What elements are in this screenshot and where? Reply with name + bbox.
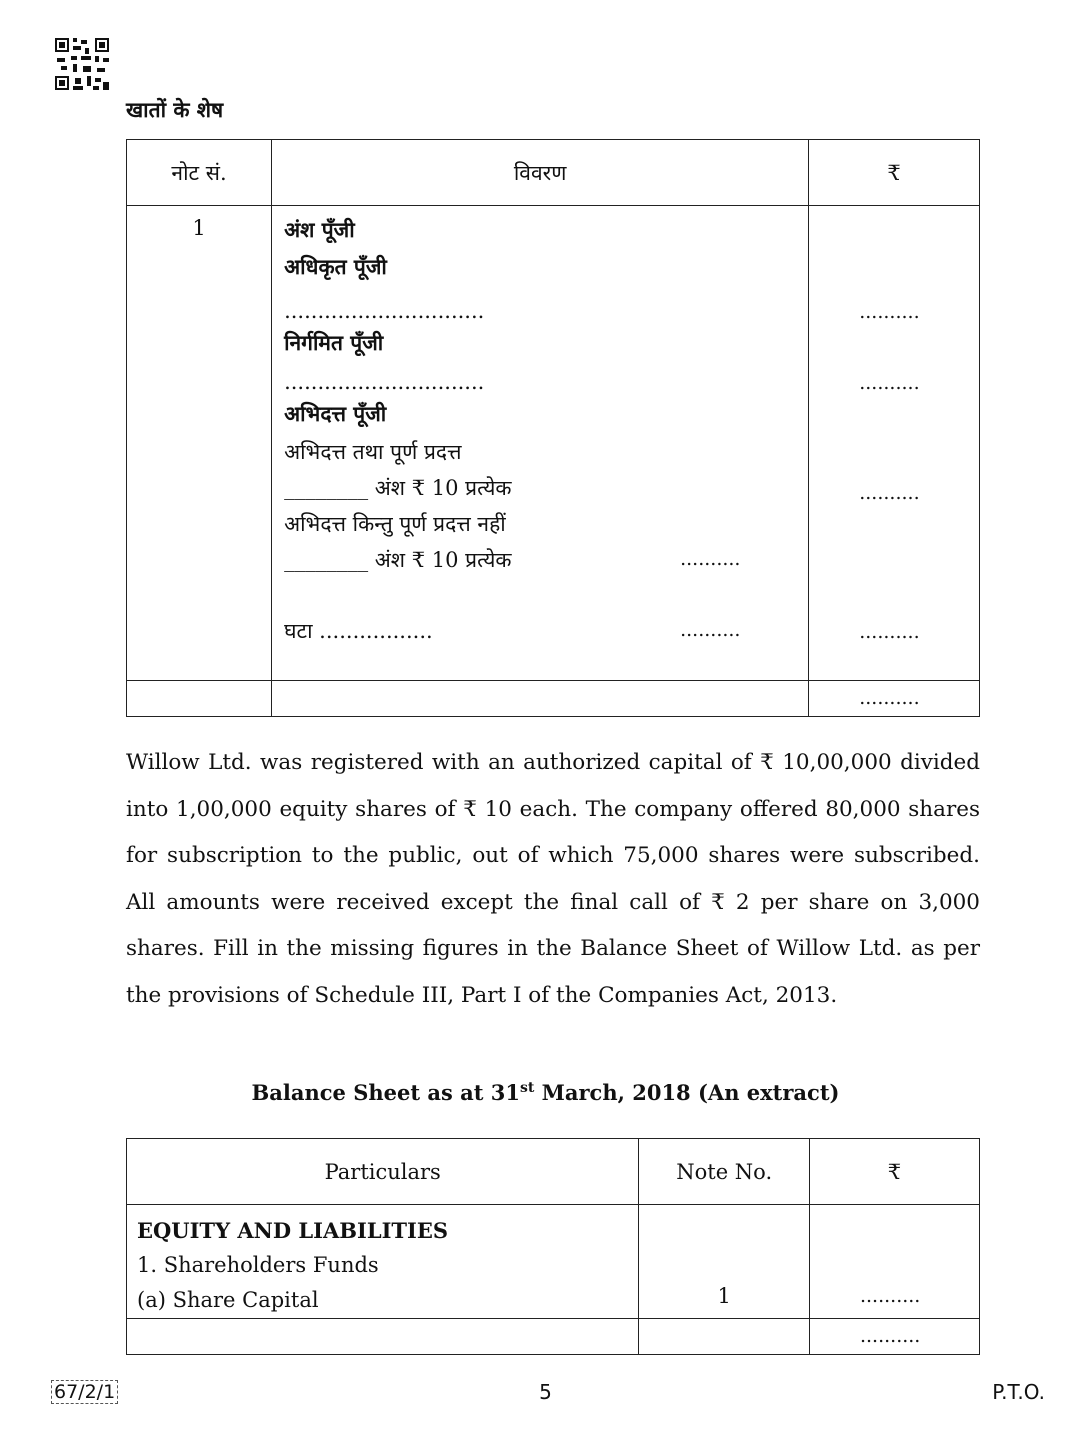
column-header: ₹ <box>809 1139 979 1205</box>
dotted-amount: .......... <box>859 687 920 709</box>
empty-cell <box>127 1319 639 1355</box>
empty-cell <box>272 681 809 717</box>
details-cell <box>272 206 809 681</box>
qr-code-icon <box>55 38 109 90</box>
line-shares-each: ________ अंश ₹ 10 प्रत्येक <box>284 476 512 500</box>
dotted-amount: .......... <box>859 1285 921 1307</box>
pto-label: P.T.O. <box>992 1380 1045 1404</box>
section-heading: खातों के शेष <box>126 97 224 122</box>
particulars-cell <box>127 1205 639 1319</box>
dotted-amount: .......... <box>859 301 920 323</box>
amount-cell <box>809 1205 979 1319</box>
line-not-fully-paid: अभिदत्त किन्तु पूर्ण प्रदत्त नहीं <box>284 512 506 536</box>
question-paragraph: Willow Ltd. was registered with an authorized capital of ₹ 10,00,000 divided into 1,00,000 equity shares of ₹ 10 each. The company offered 80,000 shares for subscription to the public, out of which 75,000 shares were subscribed. All amounts were received except the final call of ₹ 2 per share on 3,000 shares. Fill in the missing figures in the Balance Sheet of Willow Ltd. as per the provisions of Schedule III, Part I of the Companies Act, 2013. <box>126 750 980 1008</box>
note-number: 1 <box>717 1284 731 1308</box>
page-number: 5 <box>539 1380 552 1404</box>
dotted-amount: .......... <box>859 621 920 643</box>
section-label: EQUITY AND LIABILITIES <box>137 1218 449 1243</box>
amount-cell <box>809 206 980 681</box>
line-fully-paid: अभिदत्त तथा पूर्ण प्रदत्त <box>284 440 462 464</box>
total-row <box>127 681 980 717</box>
title-text: March, 2018 (An extract) <box>534 1080 840 1105</box>
note-cell <box>639 1205 810 1319</box>
table-row <box>127 1205 980 1319</box>
dotted-blank: .............................. <box>284 370 485 394</box>
line-shares-each: ________ अंश ₹ 10 प्रत्येक <box>284 548 512 572</box>
paper-code: 67/2/1 <box>51 1380 118 1404</box>
balance-sheet-title <box>0 1080 1091 1105</box>
table-row <box>127 206 980 681</box>
total-row <box>127 1319 980 1355</box>
line-authorized-capital: अधिकृत पूँजी <box>284 254 387 279</box>
total-amount-cell <box>809 681 980 717</box>
column-header: Note No. <box>639 1139 810 1205</box>
line-less: घटा ................. <box>284 619 433 643</box>
title-text: Balance Sheet as at 31 <box>251 1080 520 1105</box>
dotted-amount: .......... <box>680 619 741 641</box>
column-header: ₹ <box>809 140 980 206</box>
balance-sheet-table <box>126 1138 980 1355</box>
item-label: (a) Share Capital <box>137 1288 319 1312</box>
title-superscript: st <box>519 1080 535 1096</box>
line-subscribed-capital: अभिदत्त पूँजी <box>284 401 387 426</box>
dotted-amount: .......... <box>859 1325 921 1347</box>
column-header: विवरण <box>272 140 809 206</box>
column-header: Particulars <box>127 1139 639 1205</box>
table-header-row <box>127 140 980 206</box>
notes-table <box>126 139 980 717</box>
total-amount-cell <box>809 1319 979 1355</box>
empty-cell <box>639 1319 810 1355</box>
dotted-amount: .......... <box>680 548 741 570</box>
line-issued-capital: निर्गमित पूँजी <box>284 330 384 355</box>
note-number: 1 <box>127 206 272 681</box>
empty-cell <box>127 681 272 717</box>
column-header: नोट सं. <box>127 140 272 206</box>
line-share-capital: अंश पूँजी <box>284 217 355 242</box>
dotted-amount: .......... <box>859 372 920 394</box>
table-header-row <box>127 1139 980 1205</box>
dotted-blank: .............................. <box>284 299 485 323</box>
item-label: 1. Shareholders Funds <box>137 1253 379 1277</box>
dotted-amount: .......... <box>859 482 920 504</box>
